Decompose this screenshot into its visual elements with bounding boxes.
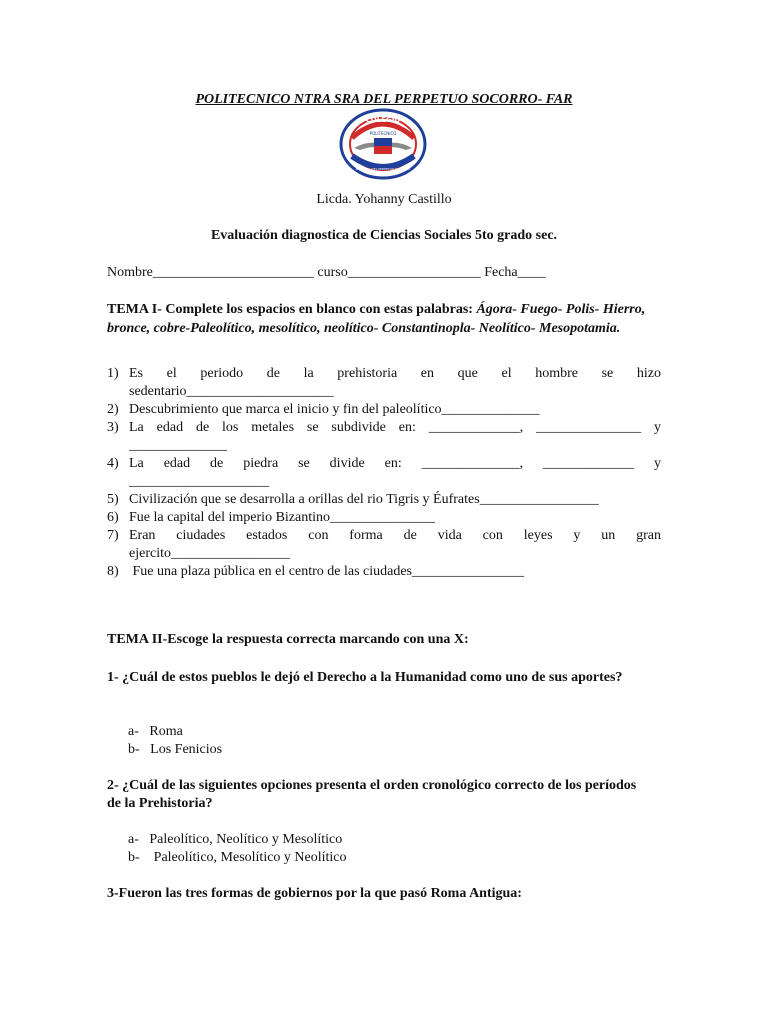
question-2-options [128,831,347,867]
item-number: 3) [107,420,119,435]
item-text: La edad de los metales se subdivide en: _____________, _______________ y [129,420,661,435]
item-text: Civilización que se desarrolla a orillas del rio Tigris y Éufrates_________________ [129,492,599,507]
tema1-instruction [107,300,662,338]
list-item [107,563,661,581]
item-text: Descubrimiento que marca el inicio y fin del paleolítico______________ [129,402,540,417]
option-a: a- Roma [128,724,183,739]
tema1-item-list [107,365,661,581]
item-text: Es el periodo de la prehistoria en que el hombre se hizo [129,366,661,381]
evaluation-title: Evaluación diagnostica de Ciencias Sociales 5to grado sec. [210,228,558,243]
student-info-line: Nombre_______________________ curso___________________ Fecha____ [107,265,546,280]
list-item [107,491,661,509]
list-item [107,527,661,563]
list-item [107,401,661,419]
list-item [107,509,661,527]
item-blank: ejercito_________________ [129,546,290,561]
option-b: b- Paleolítico, Mesolítico y Neolítico [128,850,347,865]
item-number: 2) [107,402,119,417]
school-logo [338,108,428,180]
item-blank: ______________ [129,438,227,453]
item-number: 8) [107,564,119,579]
tema1-instruction-text: TEMA I- Complete los espacios en blanco con estas palabras: [107,302,477,317]
item-blank: sedentario_____________________ [129,384,334,399]
school-name: POLITECNICO NTRA SRA DEL PERPETUO SOCORRO- FAR [195,92,573,107]
teacher-name: Licda. Yohanny Castillo [316,192,452,207]
question-1-options [128,723,222,759]
item-number: 4) [107,456,119,471]
logo-top-text: COLEGIO [365,116,401,124]
item-text: Fue una plaza pública en el centro de las ciudades________________ [129,564,524,579]
item-number: 1) [107,366,119,381]
list-item [107,365,661,401]
question-3: 3-Fueron las tres formas de gobiernos por la que pasó Roma Antigua: [107,886,522,901]
item-text: La edad de piedra se divide en: ______________, _____________ y [129,456,661,471]
logo-bottom-text: NTRA SRA DEL PERPETUO SOCORRO [355,167,411,171]
tema1-word-bank: Ágora- Fuego- Polis- Hierro, bronce, cobre-Paleolítico, mesolítico, neolítico- Constantinopla- Neolítico- Mesopotamia. [107,302,646,336]
option-b: b- Los Fenicios [128,742,223,757]
item-text: Fue la capital del imperio Bizantino_______________ [129,510,435,525]
item-number: 5) [107,492,119,507]
item-number: 6) [107,510,119,525]
question-2: 2- ¿Cuál de las siguientes opciones presenta el orden cronológico correcto de los períodos de la Prehistoria? [107,778,637,811]
item-blank: ____________________ [129,474,269,489]
item-number: 7) [107,528,119,543]
option-a: a- Paleolítico, Neolítico y Mesolítico [128,832,343,847]
list-item [107,419,661,455]
list-item [107,455,661,491]
item-text: Eran ciudades estados con forma de vida con leyes y un gran [129,528,661,543]
question-1: 1- ¿Cuál de estos pueblos le dejó el Derecho a la Humanidad como uno de sus aportes? [107,670,623,685]
logo-middle-text: POLITECNICO [369,131,397,136]
tema2-title: TEMA II-Escoge la respuesta correcta marcando con una X: [107,632,469,647]
